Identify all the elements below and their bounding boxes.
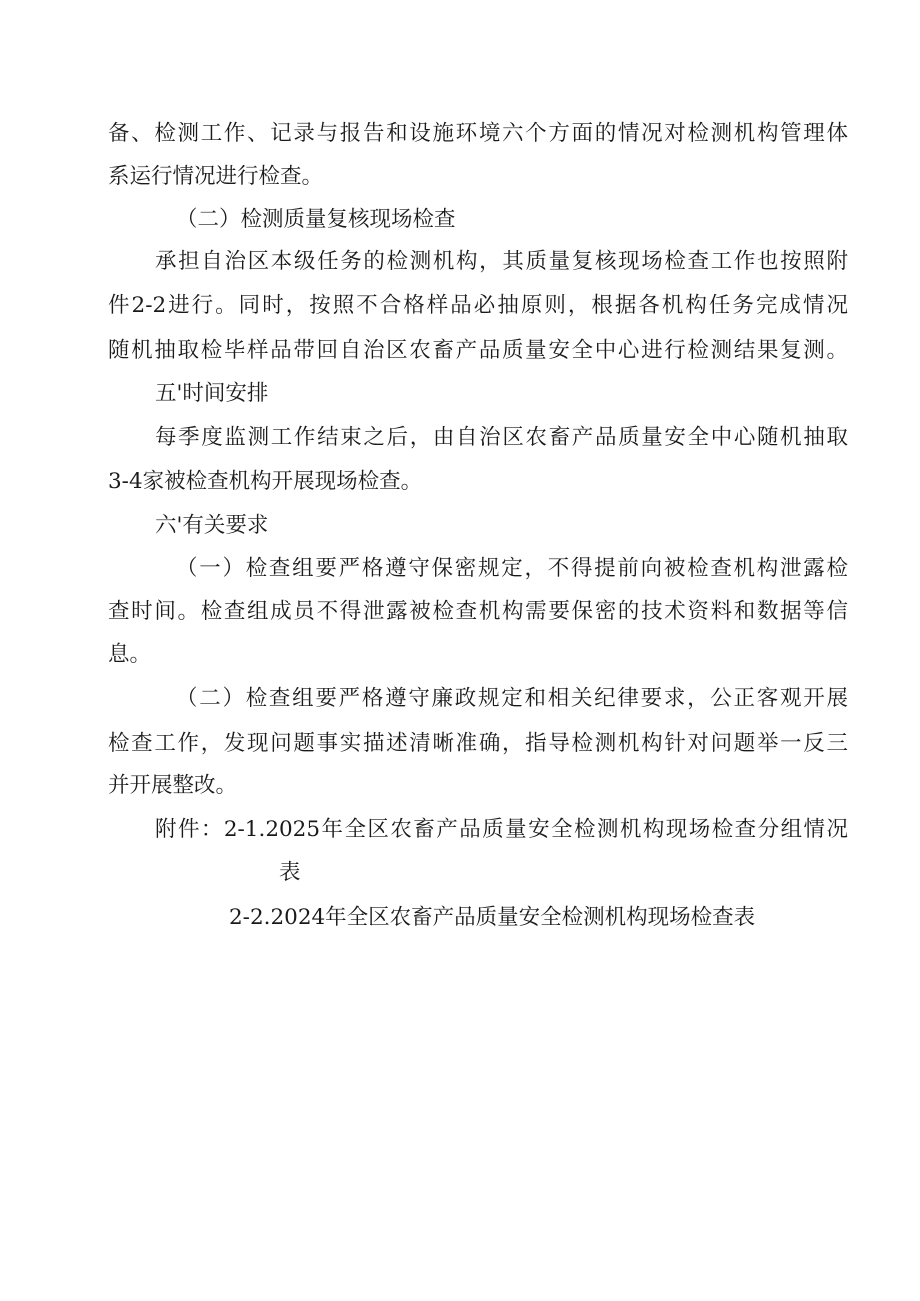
body-text-line: 每季度监测工作结束之后，由自治区农畜产品质量安全中心随机抽取 — [155, 425, 848, 450]
attachment-line: 表 — [279, 860, 301, 885]
section-heading: （二）检测质量复核现场检查 — [176, 207, 456, 232]
body-text-line: （一）检查组要严格遵守保密规定，不得提前向被检查机构泄露检 — [176, 556, 848, 581]
body-text-line: 3-4家被检查机构开展现场检查。 — [108, 469, 423, 494]
attachment-line: 附件：2-1.2025年全区农畜产品质量安全检测机构现场检查分组情况 — [155, 817, 848, 842]
body-text-line: 承担自治区本级任务的检测机构，其质量复核现场检查工作也按照附 — [155, 249, 848, 274]
body-text-line: 并开展整改。 — [108, 773, 238, 798]
body-text-line: 备、检测工作、记录与报告和设施环境六个方面的情况对检测机构管理体 — [108, 121, 848, 146]
body-text-line: 息。 — [108, 642, 152, 667]
body-text-line: 件2-2进行。同时，按照不合格样品必抽原则，根据各机构任务完成情况 — [108, 293, 848, 318]
body-text-line: （二）检查组要严格遵守廉政规定和相关纪律要求，公正客观开展 — [176, 686, 848, 711]
body-text-line: 查时间。检查组成员不得泄露被检查机构需要保密的技术资料和数据等信 — [108, 599, 848, 624]
attachment-line: 2-2.2024年全区农畜产品质量安全检测机构现场检查表 — [229, 905, 756, 930]
body-text-line: 系运行情况进行检查。 — [108, 164, 324, 189]
section-heading: 六'有关要求 — [155, 513, 269, 538]
body-text-line: 随机抽取检毕样品带回自治区农畜产品质量安全中心进行检测结果复测。 — [108, 338, 848, 363]
section-heading: 五'时间安排 — [155, 381, 269, 406]
body-text-line: 检查工作，发现问题事实描述清晰准确，指导检测机构针对问题举一反三 — [108, 731, 848, 756]
